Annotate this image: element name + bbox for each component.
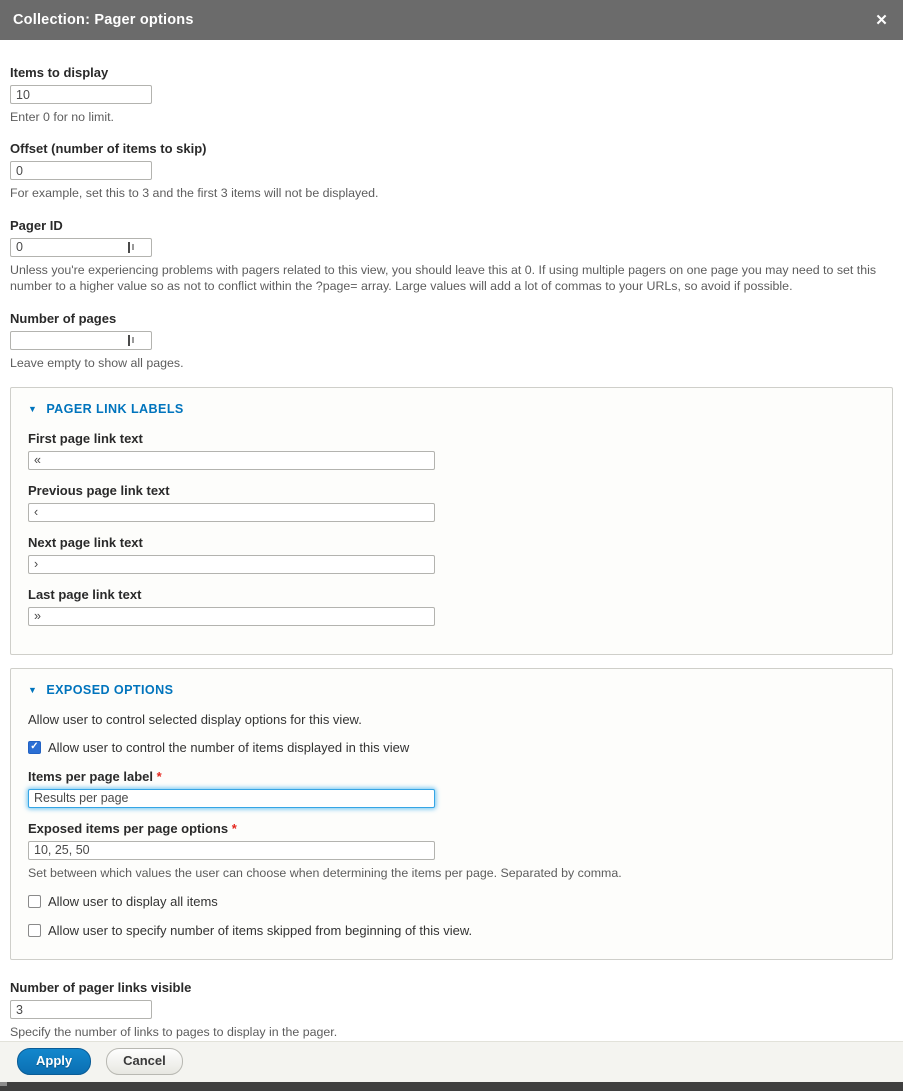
exposed-items-options-input[interactable] <box>28 841 435 860</box>
fieldset-exposed-options <box>10 668 893 960</box>
button-pane <box>0 1041 903 1082</box>
next-page-link-label: Next page link text <box>28 534 143 550</box>
pager-links-visible-label: Number of pager links visible <box>10 980 192 996</box>
checkbox-display-all-label: Allow user to display all items <box>48 894 218 910</box>
spinner-icon[interactable] <box>128 242 136 253</box>
items-to-display-description: Enter 0 for no limit. <box>10 110 114 124</box>
previous-page-link-input[interactable] <box>28 503 435 522</box>
apply-button[interactable]: Apply <box>17 1048 91 1074</box>
next-page-link-input[interactable] <box>28 555 435 574</box>
form-item-last-page-link <box>28 587 875 626</box>
pager-id-label: Pager ID <box>10 217 63 233</box>
number-of-pages-label: Number of pages <box>10 310 117 326</box>
form-item-exposed-items-options <box>28 821 875 881</box>
form-item-offset <box>10 141 893 201</box>
pager-id-input-wrap <box>10 238 152 257</box>
pager-link-labels-legend-text: PAGER LINK LABELS <box>46 401 184 416</box>
checkbox-display-all[interactable] <box>28 895 41 908</box>
pager-links-visible-description: Specify the number of links to pages to display in the pager. <box>10 1025 338 1040</box>
offset-description: For example, set this to 3 and the first 3 items will not be displayed. <box>10 186 379 201</box>
checkbox-row-display-all[interactable] <box>28 894 875 909</box>
items-to-display-input[interactable] <box>10 85 152 104</box>
exposed-items-options-description: Set between which values the user can choose when determining the items per page. Separated by comma. <box>28 865 622 880</box>
number-of-pages-input-wrap <box>10 331 152 350</box>
last-page-link-input[interactable] <box>28 607 435 626</box>
checkbox-control-items-label: Allow user to control the number of items displayed in this view <box>48 739 410 755</box>
form-item-items-to-display <box>10 65 893 125</box>
previous-page-link-label: Previous page link text <box>28 482 170 498</box>
modal-body <box>0 40 903 1041</box>
exposed-items-options-label <box>28 821 875 836</box>
pager-links-visible-input[interactable] <box>10 1000 152 1019</box>
checkbox-row-skip-items[interactable] <box>28 923 875 938</box>
number-of-pages-description: Leave empty to show all pages. <box>10 355 184 370</box>
exposed-options-legend[interactable] <box>28 683 875 697</box>
modal-header <box>0 0 903 40</box>
first-page-link-label: First page link text <box>28 430 143 446</box>
first-page-link-input[interactable] <box>28 451 435 470</box>
chevron-down-icon: ▼ <box>28 403 38 414</box>
pager-link-labels-legend[interactable] <box>28 402 875 416</box>
offset-label: Offset (number of items to skip) <box>10 141 207 157</box>
offset-input[interactable] <box>10 161 152 180</box>
checkbox-control-items[interactable]: ✓ <box>28 741 41 754</box>
page-background-strip <box>0 1082 903 1091</box>
form-item-next-page-link <box>28 535 875 574</box>
items-per-page-label-text: Items per page label <box>28 768 153 784</box>
items-per-page-label-input[interactable] <box>28 789 435 808</box>
form-item-items-per-page-label <box>28 769 875 808</box>
exposed-options-legend-text: EXPOSED OPTIONS <box>46 682 174 697</box>
close-icon[interactable]: ✕ <box>875 11 888 29</box>
pager-id-description: Unless you're experiencing problems with pagers related to this view, you should leave this at 0. If using multiple pagers on one page you may need to set this number to a higher value so as not to conflict within the ?page= array. Large values will add a lot of commas to your URLs, so avoid if possible. <box>10 262 877 294</box>
form-item-first-page-link <box>28 431 875 470</box>
fieldset-pager-link-labels <box>10 387 893 655</box>
exposed-options-intro: Allow user to control selected display options for this view. <box>28 711 362 727</box>
modal-title: Collection: Pager options <box>13 12 194 28</box>
chevron-down-icon: ▼ <box>28 684 38 695</box>
checkbox-skip-items-label: Allow user to specify number of items skipped from beginning of this view. <box>48 923 473 939</box>
cancel-button[interactable]: Cancel <box>106 1048 183 1074</box>
checkbox-skip-items[interactable] <box>28 924 41 937</box>
items-per-page-label-label <box>28 769 875 784</box>
form-item-number-of-pages <box>10 311 893 371</box>
checkbox-row-control-items[interactable] <box>28 740 875 755</box>
form-item-pager-id <box>10 218 893 295</box>
required-mark: * <box>231 820 237 836</box>
form-item-pager-links-visible <box>10 980 893 1040</box>
form-item-previous-page-link <box>28 483 875 522</box>
exposed-items-options-label-text: Exposed items per page options <box>28 820 229 836</box>
last-page-link-label: Last page link text <box>28 586 142 602</box>
items-to-display-label: Items to display <box>10 65 109 80</box>
required-mark: * <box>156 768 162 784</box>
spinner-icon[interactable] <box>128 335 136 346</box>
